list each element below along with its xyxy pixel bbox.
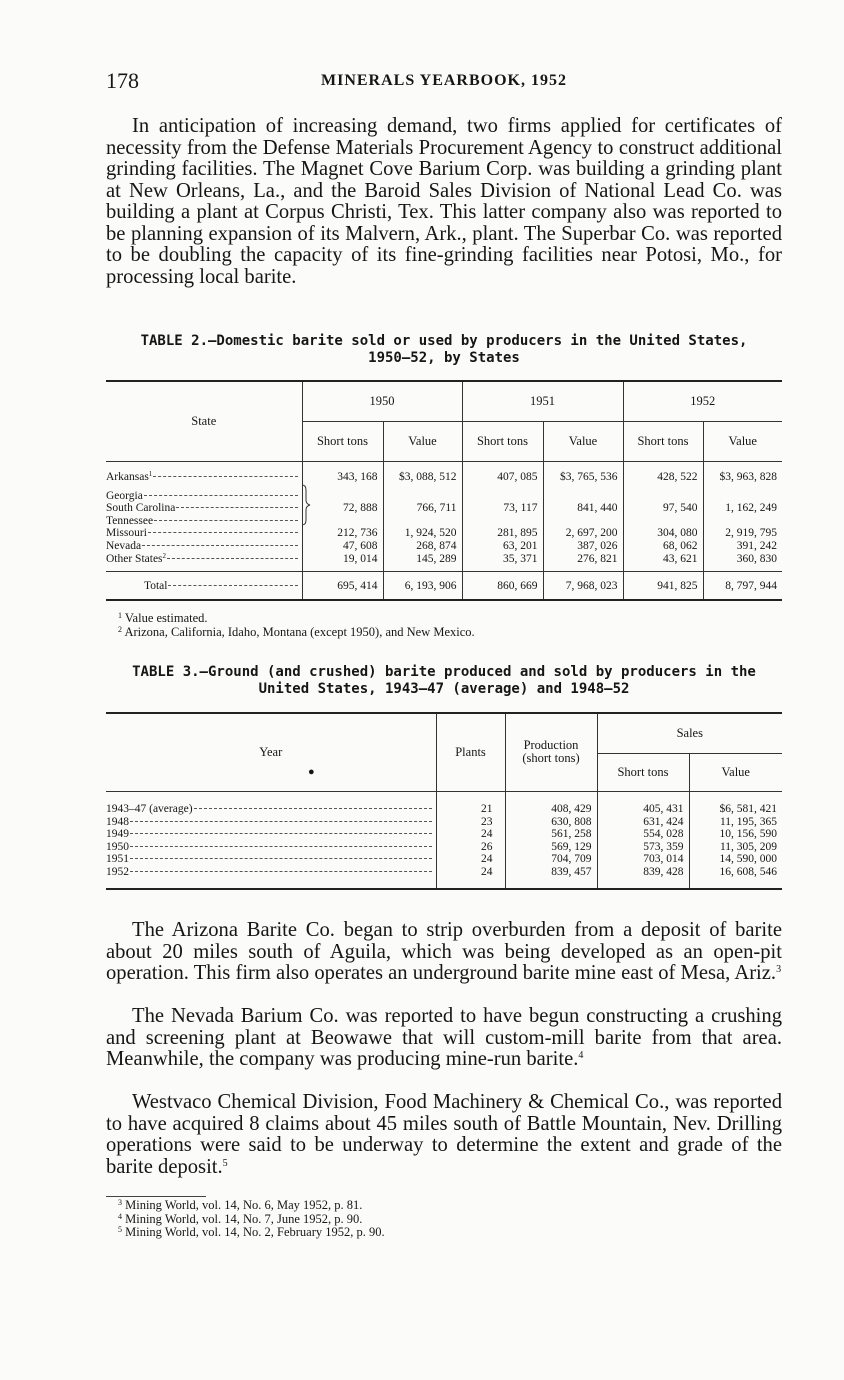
cell: 19, 014 — [302, 553, 383, 566]
cell: 573, 359 — [597, 841, 689, 854]
table-row — [106, 853, 782, 866]
cell: 387, 026 — [543, 540, 623, 553]
table2-subheader-short-tons: Short tons — [623, 421, 703, 461]
footnote: $^1$ Value estimated. — [118, 611, 208, 625]
year-label: 1943–47 (average) — [106, 803, 193, 815]
cell: 630, 808 — [505, 816, 597, 829]
cell: 2, 919, 795 — [703, 527, 782, 540]
paragraph-nevada: The Nevada Barium Co. was reported to have begun constructing a crushing and screening plant at Beowawe that will custom-mill barite from that area. Meanwhile, the company was producing mine-run barite.$^4$ — [106, 1005, 782, 1070]
table-row — [106, 490, 782, 503]
table2-header-state: State — [106, 381, 302, 461]
cell: 10, 156, 590 — [689, 828, 782, 841]
cell: 72, 888 — [302, 490, 383, 528]
table3 — [106, 712, 782, 890]
cell: 428, 522 — [623, 471, 703, 484]
table2-header-year-1950: 1950 — [302, 381, 462, 421]
cell: 631, 424 — [597, 816, 689, 829]
state-name: Arkansas — [106, 471, 149, 483]
cell: 276, 821 — [543, 553, 623, 566]
cell: $6, 581, 421 — [689, 803, 782, 816]
cell: 941, 825 — [623, 571, 703, 592]
running-title: MINERALS YEARBOOK, 1952 — [321, 72, 567, 89]
table3-subheader-short-tons: Short tons — [597, 753, 689, 791]
table2-header-year-1952: 1952 — [623, 381, 782, 421]
cell: 841, 440 — [543, 490, 623, 528]
cell: 704, 709 — [505, 853, 597, 866]
state-name: Nevada — [106, 539, 142, 552]
table3-caption-line1: TABLE 3.—Ground (and crushed) barite produced and sold by producers in the — [132, 664, 756, 680]
footnote: $^3$ Mining World, vol. 14, No. 6, May 1952, p. 81. — [118, 1198, 363, 1212]
paragraph-westvaco: Westvaco Chemical Division, Food Machinery & Chemical Co., was reported to have acquired 8 claims about 45 miles south of Battle Mountain, Nev. Drilling operations were said to be underway to determine the extent and grade of the barite deposit.$^5$ — [106, 1091, 782, 1178]
cell: $3, 765, 536 — [543, 471, 623, 484]
table2-header-year-1951: 1951 — [462, 381, 623, 421]
state-name: Tennessee — [106, 514, 154, 527]
cell: 268, 874 — [383, 540, 462, 553]
cell: 8, 797, 944 — [703, 571, 782, 592]
footnote-ref: 2 — [162, 551, 167, 560]
cell: 561, 258 — [505, 828, 597, 841]
cell: 24 — [436, 828, 505, 841]
table3-header-sales: Sales — [597, 713, 782, 753]
year-label: 1950 — [106, 840, 129, 853]
footnote: $^4$ Mining World, vol. 14, No. 7, June 1952, p. 90. — [118, 1211, 363, 1226]
cell: 2, 697, 200 — [543, 527, 623, 540]
table-row — [106, 828, 782, 841]
cell: $3, 088, 512 — [383, 471, 462, 484]
cell: 839, 457 — [505, 866, 597, 879]
cell: 360, 830 — [703, 553, 782, 566]
table-row-total — [106, 571, 782, 592]
table3-caption — [106, 664, 782, 698]
cell: 73, 117 — [462, 490, 543, 528]
page-header — [106, 68, 782, 96]
footnote: $^5$ Mining World, vol. 14, No. 2, February 1952, p. 90. — [118, 1225, 385, 1239]
table-row — [106, 866, 782, 879]
table-row — [106, 841, 782, 854]
table2-subheader-short-tons: Short tons — [462, 421, 543, 461]
cell: 554, 028 — [597, 828, 689, 841]
cell: 1, 162, 249 — [703, 490, 782, 528]
cell: 1, 924, 520 — [383, 527, 462, 540]
cell: 97, 540 — [623, 490, 703, 528]
cell: 47, 608 — [302, 540, 383, 553]
table3-header-plants: Plants — [436, 713, 505, 791]
cell: 21 — [436, 803, 505, 816]
footnote-ref: 5 — [222, 1157, 228, 1169]
table3-header-production: Production (short tons) — [505, 713, 597, 791]
cell: 860, 669 — [462, 571, 543, 592]
cell: 695, 414 — [302, 571, 383, 592]
cell: 212, 736 — [302, 527, 383, 540]
table-row — [106, 540, 782, 553]
cell: 14, 590, 000 — [689, 853, 782, 866]
year-label: 1949 — [106, 828, 129, 841]
year-label: 1948 — [106, 815, 129, 828]
cell: 6, 193, 906 — [383, 571, 462, 592]
table-row — [106, 816, 782, 829]
cell: 703, 014 — [597, 853, 689, 866]
cell: 11, 195, 365 — [689, 816, 782, 829]
cell: 35, 371 — [462, 553, 543, 566]
page-footnotes — [118, 1199, 778, 1240]
cell: $3, 963, 828 — [703, 471, 782, 484]
footnote: $^2$ Arizona, California, Idaho, Montana (except 1950), and New Mexico. — [118, 624, 475, 639]
footnote-ref: 3 — [776, 964, 782, 975]
cell: 68, 062 — [623, 540, 703, 553]
state-name: Georgia — [106, 489, 143, 502]
cell: 569, 129 — [505, 841, 597, 854]
state-name: South Carolina — [106, 502, 176, 515]
cell: 24 — [436, 866, 505, 879]
total-label: Total — [144, 579, 168, 592]
cell: 16, 608, 546 — [689, 866, 782, 879]
page-number: 178 — [106, 68, 139, 93]
cell: 766, 711 — [383, 490, 462, 528]
table2-caption-line1: TABLE 2.—Domestic barite sold or used by producers in the United States, — [140, 333, 748, 349]
cell: 23 — [436, 816, 505, 829]
table2-subheader-value: Value — [703, 421, 782, 461]
table2-footnotes — [118, 612, 778, 639]
table2-subheader-value: Value — [383, 421, 462, 461]
footnote-ref: 1 — [148, 470, 153, 478]
cell: 304, 080 — [623, 527, 703, 540]
table2 — [106, 380, 782, 601]
cell: 43, 621 — [623, 553, 703, 566]
cell: 391, 242 — [703, 540, 782, 553]
table3-header-year: Year ● — [106, 713, 436, 791]
table2-caption-line2: 1950–52, by States — [368, 350, 520, 366]
cell: 63, 201 — [462, 540, 543, 553]
cell: 26 — [436, 841, 505, 854]
footnote-divider — [106, 1196, 206, 1197]
paragraph-arizona: The Arizona Barite Co. began to strip overburden from a deposit of barite about 20 miles south of Aguila, which was being developed as an open-pit operation. This firm also operates an underground barite mine east of Mesa, Ariz.$^3$ — [106, 919, 782, 984]
cell: 407, 085 — [462, 471, 543, 484]
table2-subheader-short-tons: Short tons — [302, 421, 383, 461]
table3-caption-line2: United States, 1943–47 (average) and 1948–52 — [258, 681, 630, 697]
cell: 405, 431 — [597, 803, 689, 816]
stray-mark-icon: ● — [308, 766, 315, 778]
cell: 11, 305, 209 — [689, 841, 782, 854]
table3-subheader-value: Value — [689, 753, 782, 791]
cell: 839, 428 — [597, 866, 689, 879]
cell: 281, 895 — [462, 527, 543, 540]
footnote-ref: 4 — [578, 1050, 584, 1061]
table-row — [106, 553, 782, 566]
table-row — [106, 527, 782, 540]
cell: 408, 429 — [505, 803, 597, 816]
table-row — [106, 803, 782, 816]
brace-icon — [299, 484, 313, 526]
paragraph-intro: In anticipation of increasing demand, two firms applied for certificates of necessity from the Defense Materials Procurement Agency to construct additional grinding facilities. The Magnet Cove Barium Corp. was building a grinding plant at New Orleans, La., and the Baroid Sales Division of National Lead Co. was building a plant at Corpus Christi, Tex. This latter company also was reported to be planning expansion of its Malvern, Ark., plant. The Superbar Co. was reported to be doubling the capacity of its fine-grinding facilities near Potosi, Mo., for processing local barite. — [106, 115, 782, 288]
cell: 145, 289 — [383, 553, 462, 566]
cell: 343, 168 — [302, 471, 383, 484]
table2-caption — [106, 333, 782, 367]
state-name: Missouri — [106, 527, 147, 540]
cell: 7, 968, 023 — [543, 571, 623, 592]
year-label: 1952 — [106, 865, 129, 878]
table-row — [106, 471, 782, 484]
table2-subheader-value: Value — [543, 421, 623, 461]
state-name: Other States — [106, 552, 163, 565]
cell: 24 — [436, 853, 505, 866]
year-label: 1951 — [106, 853, 129, 866]
